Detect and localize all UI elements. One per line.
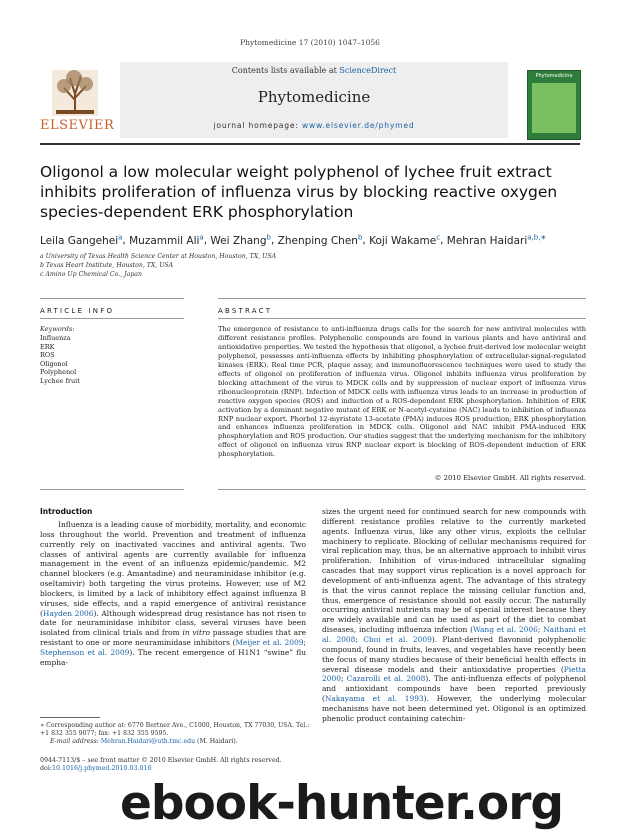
body-text: ). The recent emergence of H1N1 “swine” flu empha-	[40, 647, 307, 667]
contents-line	[120, 66, 508, 75]
body-text: ;	[537, 625, 544, 635]
journal-cover-thumbnail	[527, 70, 581, 140]
affiliation-c: c Amino Up Chemical Co., Japan	[40, 271, 142, 278]
keyword: Influenza	[40, 334, 71, 342]
affiliation-a: a University of Texas Health Science Center at Houston, Houston, TX, USA	[40, 253, 277, 260]
cover-image	[532, 83, 576, 133]
journal-citation: Phytomedicine 17 (2010) 1047–1056	[240, 38, 380, 47]
header-divider	[40, 143, 580, 145]
abstract-text: The emergence of resistance to anti-influenza drugs calls for the search for new antiviral molecules with different resistance profiles. Polyphenolic compounds are found in various plants and have antiviral and antioxidative properties. We tested the hypothesis that oligonol, a lychee fruit-derived low molecular weight polyphenol, possesses anti-influenza effects by inhibiting phosphorylation of extracellular-signal-regulated kinases (ERK). Real time PCR, plaque assay, and immunofluorescence techniques were used to study the effects of oligonol on proliferation of influenza virus. Oligonol inhibits influenza virus proliferation by blocking attachment of the virus to MDCK cells and by suppression of nuclear export of influenza virus ribonucleoprotein (RNP). Infection of MDCK cells with influenza virus leads to an increase in production of reactive oxygen species (ROS) and induction of a ROS-dependent ERK phosphorylation. Inhibition of ERK activation by a dominant negative mutant of ERK or N-acetyl-cysteine (NAC) leads to inhibition of influenza RNP nuclear export. Phorbol 12-myristate 13-acetate (PMA) induces ROS production, ERK phosphorylation and enhances influenza proliferation in MDCK cells. Oligonol and NAC inhibit PMA-induced ERK phosphorylation and ROS production. Our studies suggest that the underlying mechanism for the inhibitory effect of oligonol on influenza virus RNP nuclear export is blocking of ROS-dependent induction of ERK phosphorylation.	[218, 325, 586, 459]
abstract-copyright: © 2010 Elsevier GmbH. All rights reserved.	[434, 474, 586, 482]
author-list: Leila Gangehei$^a$, Muzammil Ali$^a$, Wei Zhang$^b$, Zhenping Chen$^b$, Koji Wakame$^c$, Mehran Haidari$^{a,b,∗}$	[40, 233, 547, 247]
body-text: ;	[340, 674, 347, 684]
elsevier-tree-icon	[52, 70, 98, 116]
body-text: passage studies that are resistant to one or more neuraminidase inhibitors (	[40, 628, 306, 648]
citation-link[interactable]: Wang et al. 2006	[473, 625, 538, 635]
citation-link[interactable]: Hayden 2006	[42, 608, 94, 618]
author: Muzammil Ali$^a$	[129, 233, 204, 247]
email-line	[40, 738, 310, 746]
keyword-list	[40, 334, 80, 386]
keyword: Oligonol	[40, 359, 68, 368]
sciencedirect-link[interactable]: ScienceDirect	[339, 66, 397, 75]
keyword: Polyphenol	[40, 368, 77, 377]
keyword: ERK	[40, 342, 55, 351]
journal-homepage	[120, 121, 508, 130]
body-text: ). The anti-influenza effects of polyphenol and antioxidant compounds have been reported previously (	[322, 674, 587, 704]
article-info-bottom-rule	[40, 489, 184, 490]
homepage-link[interactable]: www.elsevier.de/phymed	[301, 121, 415, 130]
issn-line: 0944-7113/$ – see front matter © 2010 Elsevier GmbH. All rights reserved.	[40, 757, 282, 764]
intro-paragraph-cont	[322, 507, 586, 724]
body-text: in vitro	[182, 628, 210, 638]
cover-title: Phytomedicine	[535, 73, 573, 79]
keyword: ROS	[40, 351, 55, 360]
keywords-label: Keywords:	[40, 325, 75, 333]
body-column-left	[40, 520, 306, 668]
email-label: E-mail address:	[50, 738, 101, 745]
article-info-heading: ARTICLE INFO	[40, 307, 115, 315]
body-text: sizes the urgent need for continued search for new compounds with different resistance profiles relative to the currently marketed agents. Influenza virus, like any other virus, exploits the cellular machinery to replicate. Blocking of cellular mechanisms required for viral replication may, thus, be an alternative approach to inhibit virus proliferation. Inhibition of virus-induced intracellular signaling cascades that may support virus replication is a novel approach for development of anti-influenza agent. The advantage of this strategy is that the virus cannot replace the missing cellular function and, thus, emergence of resistance should not easily occur. The naturally occurring antiviral nutrients may be of special interest because they are widely available and can be used as part of the diet to combat diseases, including influenza infection (	[322, 507, 586, 635]
publisher-name: ELSEVIER	[40, 118, 115, 133]
body-text: ). Although widespread drug resistance has not risen to date for neuraminidase inhibitor class, several viruses have been isolated from clinical trials and from	[40, 608, 306, 638]
introduction-heading: Introduction	[40, 507, 93, 516]
article-info-rule-2	[40, 318, 184, 319]
contents-prefix: Contents lists available at	[231, 66, 340, 75]
author: Mehran Haidari$^{a,b,∗}$	[446, 233, 547, 247]
homepage-prefix: journal homepage:	[213, 121, 302, 130]
body-text: ). Plant-derived flavonoid polyphenolic compound, found in fruits, leaves, and vegetables have recently been the focus of many studies because of their beneficial health effects in several disease models and their antioxidative properties (	[322, 634, 586, 674]
doi-line	[40, 765, 282, 773]
body-text: Influenza is a leading cause of morbidity, mortality, and economic loss throughout the world. Prevention and treatment of influenza currently rely on inactivated vaccines and antiviral agents. Two classes of antiviral agents are currently available for influenza management in the event of an influenza epidemic/pandemic. M2 channel blockers (e.g. Amantadine) and neuraminidase inhibitor (e.g. oseltamivir) both targeting the virus proteins. However, use of M2 blockers, is limited by a lack of inhibitory effect against influenza B viruses, side effects, and a rapid emergence of antiviral resistance (	[40, 520, 306, 618]
journal-name: Phytomedicine	[257, 88, 371, 106]
footnote	[40, 722, 310, 746]
email-suffix: (M. Haidari).	[195, 738, 238, 745]
watermark: ebook-hunter.org	[120, 776, 564, 831]
citation-link[interactable]: Meijer et al. 2009	[235, 638, 304, 648]
article-title: Oligonol a low molecular weight polyphenol of lychee fruit extract inhibits proliferation of influenza virus by blocking reactive oxygen species-dependent ERK phosphorylation	[40, 163, 558, 221]
citation-link[interactable]: Pietta 2000	[322, 664, 586, 684]
citation-link[interactable]: Cazarolli et al. 2008	[346, 674, 426, 684]
doi-link[interactable]: 10.1016/j.phymed.2010.03.016	[51, 765, 152, 772]
article-info-rule	[40, 298, 184, 299]
author: Leila Gangehei$^a$	[40, 233, 123, 247]
abstract-rule	[218, 298, 586, 299]
page-footer	[40, 757, 282, 773]
author: Wei Zhang$^b$	[210, 233, 271, 247]
author: Koji Wakame$^c$	[369, 233, 441, 247]
body-column-right	[322, 507, 586, 724]
email-link[interactable]: Mehran.Haidari@uth.tmc.edu	[100, 738, 196, 745]
body-text: ). However, the underlying molecular mechanisms have not been determined yet. Oligonol is an optimized phenolic product containing catechin-	[322, 694, 587, 723]
citation-link[interactable]: Stephenson et al. 2009	[40, 647, 130, 657]
affiliation-b: b Texas Heart Institute, Houston, TX, USA	[40, 262, 174, 269]
body-text: ;	[355, 634, 364, 644]
citation-link[interactable]: Choi et al. 2009	[363, 634, 432, 644]
citation-link[interactable]: Naithani et al. 2008	[322, 625, 586, 644]
author: Zhenping Chen$^b$	[277, 233, 363, 247]
abstract-heading: ABSTRACT	[218, 307, 273, 315]
doi-prefix: doi:	[40, 765, 52, 772]
body-text: ;	[303, 638, 306, 648]
keyword: Lychee fruit	[40, 376, 80, 385]
footnote-rule	[40, 717, 100, 718]
corresponding-author-note: ∗ Corresponding author at: 6770 Bertner Ave., C1000, Houston, TX 77030, USA. Tel.: +1 832 355 9077; fax: +1 832 355 9595.	[40, 722, 310, 737]
abstract-bottom-rule	[218, 489, 586, 490]
intro-paragraph	[40, 520, 306, 668]
citation-link[interactable]: Nakayama et al. 1993	[324, 694, 424, 704]
abstract-rule-2	[218, 318, 586, 319]
elsevier-logo	[40, 70, 115, 136]
